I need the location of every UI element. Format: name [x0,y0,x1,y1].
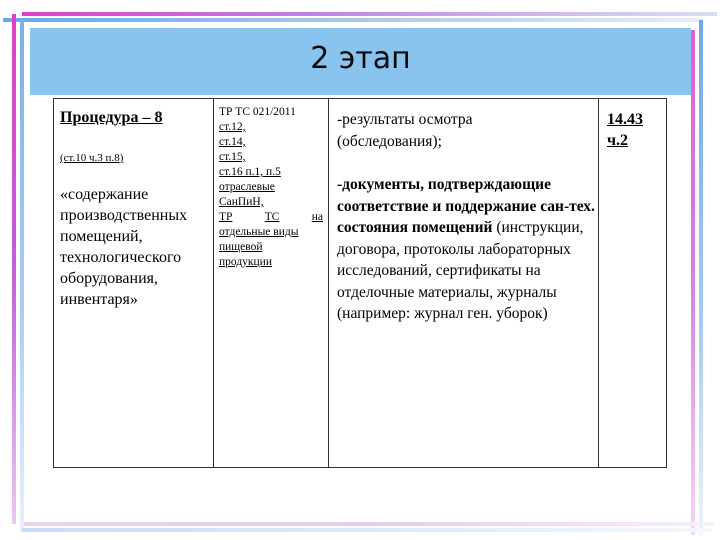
decorative-left-bar [12,14,16,524]
legal-refs-column [214,99,329,467]
procedure-column [54,99,214,467]
legal-ref-line [219,210,323,225]
documents-lead: -документы, подтверждающие соответствие и поддержание сан-тех. состояния помещений [337,176,595,236]
content-table [53,98,667,468]
inspection-results [337,109,595,152]
results-column [329,99,599,467]
decorative-left-bar-blue [20,20,24,532]
legal-ref-line: ст.16 п.1, п.5 [219,166,281,178]
supporting-documents [337,174,595,325]
decorative-right-bar-blue [699,20,703,535]
decorative-top-bar [22,12,717,16]
legal-ref-line: СанПиН, [219,196,264,208]
legal-ref-line: ст.14, [219,136,246,148]
legal-ref-line: пищевой [219,241,263,253]
legal-refs-list [219,105,323,270]
procedure-title: Процедура – 8 [60,109,163,126]
legal-ref-line: продукции [219,256,272,268]
decorative-bottom-bar [24,522,714,526]
slide-title: 2 этап [310,40,411,76]
documents-list: (инструкции, договора, протоколы лабораторных исследований, сертификаты на отделочные материалы, журналы (например: журнал ген. уборок) [337,219,584,322]
legal-ref-word: ТС [264,211,280,223]
procedure-reference: (ст.10 ч.3 п.8) [60,152,124,164]
legal-ref-line: ст.12, [219,121,246,133]
legal-ref-line: ТР ТС 021/2011 [219,106,296,118]
legal-ref-line: отдельные виды [219,226,299,238]
legal-ref-line: ст.15, [219,151,246,163]
article-line: 14.43 [607,111,643,128]
decorative-top-bar-blue [3,18,703,22]
inspection-results-line: -результаты осмотра [337,111,473,128]
inspection-results-line: (обследования); [337,132,442,150]
article-reference [607,109,643,151]
legal-ref-word: на [311,211,323,223]
decorative-right-bar [691,30,695,535]
legal-ref-word: ТР [219,211,233,223]
procedure-description: «содержание производственных помещений, технологического оборудования, инвентаря» [60,186,188,308]
decorative-bottom-bar-blue [22,528,712,532]
article-column [599,99,668,467]
legal-ref-line: отраслевые [219,181,275,193]
article-line: ч.2 [607,132,629,149]
